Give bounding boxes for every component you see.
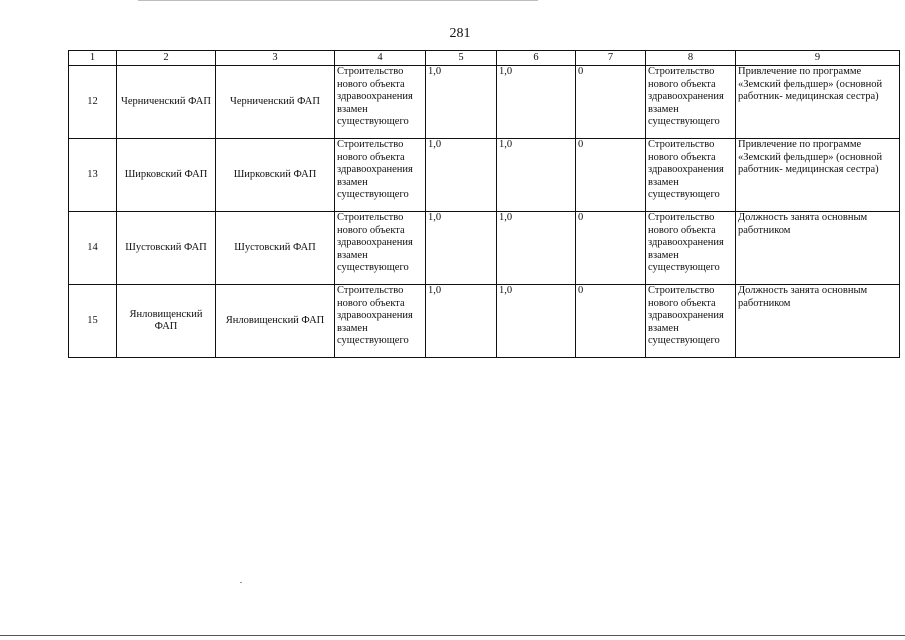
table-row	[69, 66, 900, 139]
facility-name-col3: Черниченский ФАП	[216, 66, 335, 139]
value-col7: 0	[576, 285, 646, 358]
facilities-table	[68, 50, 900, 358]
scan-bottom-rule	[0, 635, 905, 636]
header-cell-5: 5	[426, 51, 497, 66]
planned-action: Строительство нового объекта здравоохранения взамен существующего	[335, 139, 426, 212]
facility-name: Черниченский ФАП	[117, 66, 216, 139]
planned-action: Строительство нового объекта здравоохранения взамен существующего	[335, 212, 426, 285]
row-number: 15	[69, 285, 117, 358]
staffing-note: Привлечение по программе «Земский фельдшер» (основной работник- медицинская сестра)	[736, 66, 900, 139]
header-row	[69, 51, 900, 66]
header-cell-7: 7	[576, 51, 646, 66]
scan-artifact	[240, 582, 242, 583]
staffing-note: Привлечение по программе «Земский фельдшер» (основной работник- медицинская сестра)	[736, 139, 900, 212]
header-cell-8: 8	[646, 51, 736, 66]
action-col8: Строительство нового объекта здравоохранения взамен существующего	[646, 66, 736, 139]
facility-name-col3: Янловищенский ФАП	[216, 285, 335, 358]
header-cell-9: 9	[736, 51, 900, 66]
action-col8: Строительство нового объекта здравоохранения взамен существующего	[646, 139, 736, 212]
table-row	[69, 285, 900, 358]
header-cell-6: 6	[497, 51, 576, 66]
scan-top-rule	[138, 0, 538, 1]
header-cell-3: 3	[216, 51, 335, 66]
page-number: 281	[449, 26, 471, 41]
action-col8: Строительство нового объекта здравоохранения взамен существующего	[646, 285, 736, 358]
value-col6: 1,0	[497, 139, 576, 212]
row-number: 14	[69, 212, 117, 285]
value-col5: 1,0	[426, 66, 497, 139]
staffing-note: Должность занята основным работником	[736, 285, 900, 358]
action-col8: Строительство нового объекта здравоохранения взамен существующего	[646, 212, 736, 285]
facility-name: Ширковский ФАП	[117, 139, 216, 212]
table-row	[69, 139, 900, 212]
value-col7: 0	[576, 212, 646, 285]
value-col6: 1,0	[497, 212, 576, 285]
facility-name: Шустовский ФАП	[117, 212, 216, 285]
table-row	[69, 212, 900, 285]
header-cell-2: 2	[117, 51, 216, 66]
staffing-note: Должность занята основным работником	[736, 212, 900, 285]
header-cell-4: 4	[335, 51, 426, 66]
row-number: 13	[69, 139, 117, 212]
row-number: 12	[69, 66, 117, 139]
value-col6: 1,0	[497, 285, 576, 358]
value-col7: 0	[576, 139, 646, 212]
value-col7: 0	[576, 66, 646, 139]
value-col5: 1,0	[426, 285, 497, 358]
facility-name-col3: Ширковский ФАП	[216, 139, 335, 212]
value-col5: 1,0	[426, 212, 497, 285]
value-col5: 1,0	[426, 139, 497, 212]
value-col6: 1,0	[497, 66, 576, 139]
planned-action: Строительство нового объекта здравоохранения взамен существующего	[335, 66, 426, 139]
planned-action: Строительство нового объекта здравоохранения взамен существующего	[335, 285, 426, 358]
facility-name-col3: Шустовский ФАП	[216, 212, 335, 285]
header-cell-1: 1	[69, 51, 117, 66]
facility-name: Янловищенский ФАП	[117, 285, 216, 358]
